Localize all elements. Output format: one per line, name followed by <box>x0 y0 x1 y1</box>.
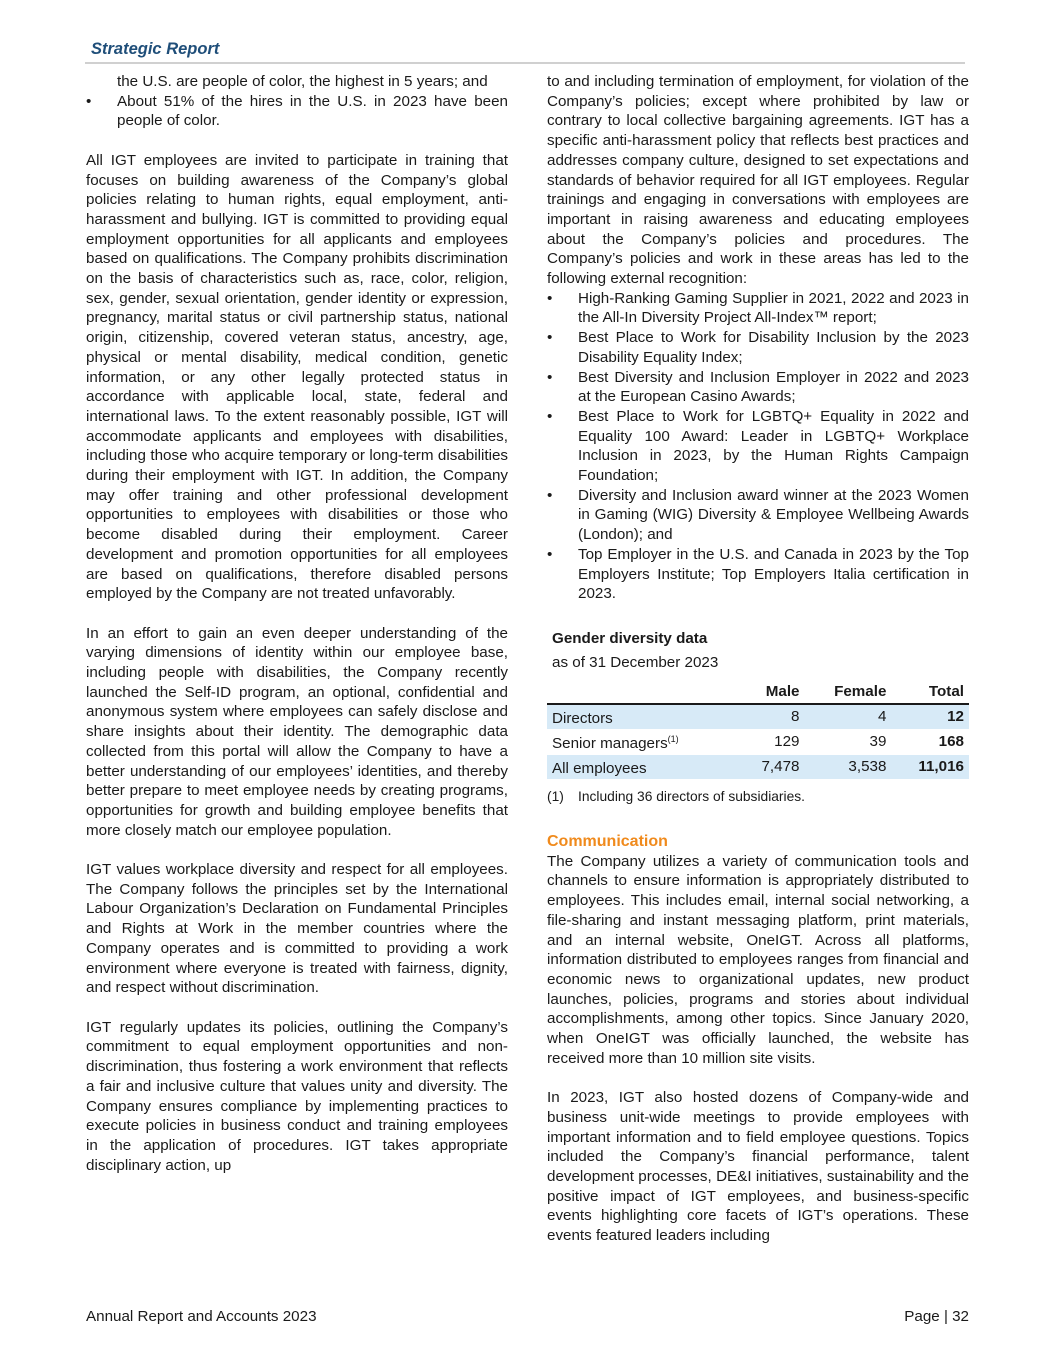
cell-male: 7,478 <box>738 754 805 779</box>
bullet-icon: • <box>547 329 553 347</box>
paragraph-policies: IGT regularly updates its policies, outlining the Company’s commitment to equal employment opportunities and non-discrimination, thus fostering a work environment that reflects a fair and inclusive culture that values unity and diversity. The Company ensures compliance by implementing practices to execute policies in business conduct and training employees in the application of procedures. IGT takes appropriate disciplinary action, up <box>86 1018 508 1174</box>
bullet-icon: • <box>547 368 553 386</box>
section-heading-communication: Communication <box>547 832 668 850</box>
left-column <box>86 72 508 1175</box>
list-item <box>86 92 508 131</box>
footnote-ref: (1) <box>667 734 679 745</box>
column-header: Female <box>834 682 887 700</box>
bullet-icon: • <box>86 92 92 110</box>
list-item-text: Best Place to Work for Disability Inclusion by the 2023 Disability Equality Index; <box>578 329 969 366</box>
table-footnote <box>547 787 969 807</box>
gender-diversity-table <box>547 680 969 779</box>
bullet-icon: • <box>547 407 553 425</box>
list-item-text: High-Ranking Gaming Supplier in 2021, 2022 and 2023 in the All-In Diversity Project All-Index™ report; <box>578 289 969 327</box>
paragraph-policies-cont: to and including termination of employment, for violation of the Company’s policies; except where prohibited by law or contrary to local collective bargaining agreements. IGT has a specific anti-harassment policy that reflects best practices and addresses company culture, designed to set expectations and standards of behavior required for all IGT employees. Regular trainings and engaging in conversations with employees are important in raising awareness and educating employees about the Company’s policies and procedures. The Company’s policies and work in these areas has led to the following external recognition: <box>547 73 969 288</box>
row-label: Senior managers$^{(1)}$ <box>547 729 738 754</box>
column-header <box>547 680 738 704</box>
list-item <box>547 545 969 604</box>
list-item <box>547 486 969 545</box>
list-item-text: Diversity and Inclusion award winner at the 2023 Women in Gaming (WIG) Diversity & Employee Wellbeing Awards (London); and <box>578 486 969 544</box>
list-item <box>547 407 969 486</box>
list-item <box>547 368 969 407</box>
footnote-text: Including 36 directors of subsidiaries. <box>578 788 806 804</box>
bullet-icon: • <box>547 289 553 307</box>
bullet-icon: • <box>547 545 553 563</box>
paragraph-meetings: In 2023, IGT also hosted dozens of Company-wide and business unit-wide meetings to provide employees with important information and to field employee questions. Topics included the Company’s financial performance, talent development processes, DE&I initiatives, sustainability and the positive impact of IGT employees, and business-specific events highlighting core facets of IGT’s operations. These events featured leaders including <box>547 1089 969 1245</box>
paragraph-communication: The Company utilizes a variety of communication tools and channels to ensure information is appropriately distributed to employees. This includes email, internal social networking, a file-sharing and instant messaging platform, print materials, and an internal website, OneIGT. Across all platforms, information distributed to employees ranges from financial and economic news to organizational updates, new product launches, policies, programs and stories about individual accomplishments, among other topics. Since January 2020, when OneIGT was officially launched, the website has received more than 10 million site visits. <box>547 852 969 1067</box>
cell-total: 168 <box>891 729 969 754</box>
header-divider <box>85 62 965 64</box>
list-item-text: Top Employer in the U.S. and Canada in 2023 by the Top Employers Institute; Top Employers Italia certification in 2023. <box>578 545 969 603</box>
table-row <box>547 704 969 730</box>
recognition-list <box>547 289 969 604</box>
cell-female: 3,538 <box>805 754 892 779</box>
table-row <box>547 729 969 754</box>
cell-female: 4 <box>805 704 892 730</box>
paragraph-diversity: IGT values workplace diversity and respect for all employees. The Company follows the principles set by the International Labour Organization’s Declaration on Fundamental Principles and Rights at Work in the member countries where the Company operates and is committed to providing a work environment where everyone is treated with fairness, dignity, and respect without discrimination. <box>86 861 508 997</box>
row-label: Directors <box>547 704 738 730</box>
cell-male: 129 <box>738 729 805 754</box>
footer-document-title: Annual Report and Accounts 2023 <box>86 1308 317 1325</box>
paragraph-self-id: In an effort to gain an even deeper understanding of the varying dimensions of identity within our employee base, including people with disabilities, the Company recently launched the Self-ID program, an optional, confidential and anonymous system where employees can safely disclose and share insights about their identity. The demographic data collected from this portal will allow the Company to have a better understanding of our employees’ identities, and thereby better prepare to meet employee needs by creating programs, opportunities for growth and building employee benefits that more closely match our employee population. <box>86 624 508 839</box>
cell-male: 8 <box>738 704 805 730</box>
list-item-text: Best Place to Work for LGBTQ+ Equality in 2022 and Equality 100 Award: Leader in LGBTQ+ Workplace Inclusion in 2023, by the Human Rights Campaign Foundation; <box>578 407 969 485</box>
column-header: Total <box>928 682 964 700</box>
list-item <box>547 289 969 328</box>
cell-female: 39 <box>805 729 892 754</box>
footnote-mark: (1) <box>547 788 564 804</box>
row-label: All employees <box>547 754 738 779</box>
list-item-text: Best Diversity and Inclusion Employer in 2022 and 2023 at the European Casino Awards; <box>578 368 969 406</box>
bullet-continuation: the U.S. are people of color, the highest in 5 years; and <box>117 73 488 90</box>
table-subtitle: as of 31 December 2023 <box>552 653 719 671</box>
list-item <box>547 328 969 367</box>
table-title: Gender diversity data <box>552 629 708 647</box>
paragraph-training: All IGT employees are invited to participate in training that focuses on building awareness of the Company’s global policies relating to human rights, equal employment, anti-harassment and bullying. IGT is committed to providing equal employment opportunities for all applicants and employees based on qualifications. The Company prohibits discrimination on the basis of characteristics such as, race, color, religion, sex, gender, sexual orientation, gender identity or expression, pregnancy, marital status or civil partnership status, national origin, citizenship, covered veteran status, ancestry, age, physical or mental disability, medical condition, genetic information, or any other legally protected status in accordance with applicable local, state, federal and international laws. To the extent reasonably possible, IGT will accommodate applicants and employees with disabilities, including those who acquire temporary or long-term disabilities during their employment with IGT. In addition, the Company may offer training and other professional development opportunities to employees with disabilities or those who become disabled during their employment. Career development and promotion opportunities for all employees are based on qualifications, therefore disabled persons employed by the Company are not treated unfavorably. <box>86 151 508 603</box>
right-column <box>547 72 969 1246</box>
footer-page-number: Page | 32 <box>904 1308 969 1325</box>
bullet-icon: • <box>547 486 553 504</box>
table-row <box>547 754 969 779</box>
section-title: Strategic Report <box>91 40 220 58</box>
cell-total: 12 <box>891 704 969 730</box>
cell-total: 11,016 <box>891 754 969 779</box>
column-header: Male <box>765 682 800 700</box>
list-item-text: About 51% of the hires in the U.S. in 2023 have been people of color. <box>117 92 508 130</box>
